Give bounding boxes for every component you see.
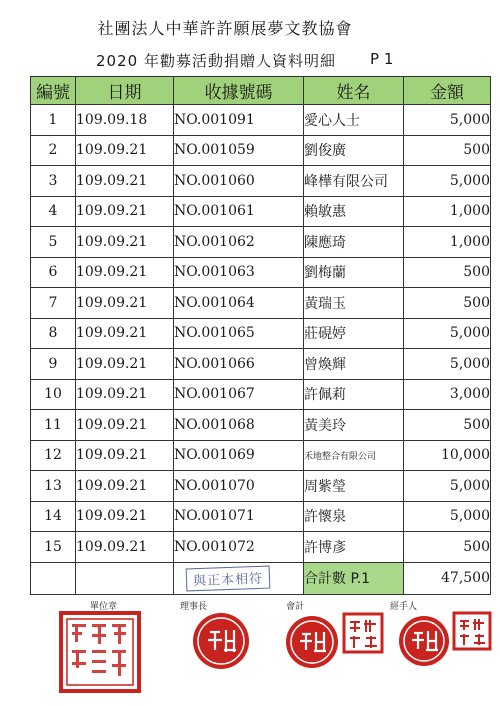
- row-number: 15: [31, 532, 76, 563]
- handler-label: 經手人: [390, 602, 418, 612]
- row-receipt-number: NO.001065: [174, 318, 304, 349]
- total-empty-cell: [76, 562, 174, 594]
- chairman-label: 理事長: [180, 602, 208, 612]
- donor-table: [30, 76, 491, 595]
- table-row: [31, 166, 491, 197]
- row-donor-name: 禾地整合有限公司: [304, 440, 404, 471]
- row-amount: 5,000: [404, 501, 491, 532]
- row-receipt-number: NO.001066: [174, 349, 304, 380]
- certified-copy-cell: [174, 562, 304, 594]
- row-date: 109.09.21: [76, 318, 174, 349]
- accountant-square-seal: [342, 612, 384, 654]
- document-title: 2020 年勸募活動捐贈人資料明細: [96, 52, 336, 70]
- total-empty-cell: [31, 562, 76, 594]
- row-date: 109.09.21: [76, 135, 174, 166]
- row-date: 109.09.21: [76, 532, 174, 563]
- row-donor-name: 許佩莉: [304, 379, 404, 410]
- row-amount: 3,000: [404, 379, 491, 410]
- row-receipt-number: NO.001064: [174, 288, 304, 319]
- row-amount: 1,000: [404, 227, 491, 258]
- row-amount: 500: [404, 288, 491, 319]
- row-number: 2: [31, 135, 76, 166]
- organization-title: 社團法人中華許許願展夢文教協會: [97, 19, 353, 38]
- column-header-date: 日期: [76, 77, 174, 105]
- column-header-name: 姓名: [304, 77, 404, 105]
- row-number: 5: [31, 227, 76, 258]
- total-row: [31, 562, 491, 594]
- row-donor-name: 周紫瑩: [304, 471, 404, 502]
- row-receipt-number: NO.001091: [174, 105, 304, 136]
- row-receipt-number: NO.001070: [174, 471, 304, 502]
- column-header-amount: 金額: [404, 77, 491, 105]
- row-donor-name: 黃瑞玉: [304, 288, 404, 319]
- row-receipt-number: NO.001072: [174, 532, 304, 563]
- unit-seal-label: 單位章: [90, 602, 118, 612]
- table-row: [31, 532, 491, 563]
- chairman-seal: [190, 610, 252, 672]
- certified-copy-stamp: 與正本相符: [186, 565, 271, 591]
- row-date: 109.09.21: [76, 227, 174, 258]
- row-number: 6: [31, 257, 76, 288]
- row-number: 9: [31, 349, 76, 380]
- row-number: 10: [31, 379, 76, 410]
- table-row: [31, 349, 491, 380]
- row-date: 109.09.21: [76, 440, 174, 471]
- handler-round-seal: [396, 613, 452, 669]
- table-row: [31, 288, 491, 319]
- table-row: [31, 227, 491, 258]
- row-amount: 1,000: [404, 196, 491, 227]
- table-row: [31, 318, 491, 349]
- handler-square-seal: [452, 611, 492, 651]
- row-date: 109.09.21: [76, 196, 174, 227]
- total-label: 合計數 P.1: [304, 562, 404, 594]
- table-row: [31, 105, 491, 136]
- row-receipt-number: NO.001071: [174, 501, 304, 532]
- total-amount: 47,500: [404, 562, 491, 594]
- accountant-round-seal: [283, 613, 341, 671]
- row-amount: 10,000: [404, 440, 491, 471]
- row-amount: 500: [404, 135, 491, 166]
- row-donor-name: 劉梅蘭: [304, 257, 404, 288]
- row-amount: 500: [404, 410, 491, 441]
- row-donor-name: 陳應琦: [304, 227, 404, 258]
- row-receipt-number: NO.001069: [174, 440, 304, 471]
- row-receipt-number: NO.001061: [174, 196, 304, 227]
- unit-seal-stamp: [58, 610, 142, 694]
- row-donor-name: 峰樺有限公司: [304, 166, 404, 197]
- row-amount: 5,000: [404, 166, 491, 197]
- row-amount: 500: [404, 257, 491, 288]
- page-number: P 1: [370, 50, 394, 68]
- row-receipt-number: NO.001067: [174, 379, 304, 410]
- row-date: 109.09.21: [76, 501, 174, 532]
- row-donor-name: 黃美玲: [304, 410, 404, 441]
- row-receipt-number: NO.001062: [174, 227, 304, 258]
- row-receipt-number: NO.001059: [174, 135, 304, 166]
- row-date: 109.09.21: [76, 471, 174, 502]
- row-donor-name: 許懷泉: [304, 501, 404, 532]
- table-row: [31, 471, 491, 502]
- table-row: [31, 440, 491, 471]
- row-amount: 5,000: [404, 349, 491, 380]
- table-row: [31, 379, 491, 410]
- row-donor-name: 莊硯婷: [304, 318, 404, 349]
- accountant-label: 會計: [286, 602, 305, 612]
- row-number: 1: [31, 105, 76, 136]
- column-header-no: 編號: [31, 77, 76, 105]
- row-receipt-number: NO.001063: [174, 257, 304, 288]
- row-donor-name: 許博彥: [304, 532, 404, 563]
- row-amount: 5,000: [404, 471, 491, 502]
- row-date: 109.09.21: [76, 349, 174, 380]
- row-number: 8: [31, 318, 76, 349]
- table-row: [31, 410, 491, 441]
- table-row: [31, 257, 491, 288]
- row-amount: 5,000: [404, 318, 491, 349]
- row-date: 109.09.21: [76, 257, 174, 288]
- row-number: 14: [31, 501, 76, 532]
- row-date: 109.09.18: [76, 105, 174, 136]
- row-date: 109.09.21: [76, 379, 174, 410]
- table-row: [31, 135, 491, 166]
- row-number: 7: [31, 288, 76, 319]
- row-number: 3: [31, 166, 76, 197]
- row-receipt-number: NO.001060: [174, 166, 304, 197]
- row-number: 12: [31, 440, 76, 471]
- column-header-receipt: 收據號碼: [174, 77, 304, 105]
- row-donor-name: 曾煥輝: [304, 349, 404, 380]
- table-header-row: [31, 77, 491, 105]
- row-donor-name: 劉俊廣: [304, 135, 404, 166]
- table-row: [31, 501, 491, 532]
- row-donor-name: 愛心人士: [304, 105, 404, 136]
- row-amount: 5,000: [404, 105, 491, 136]
- row-number: 11: [31, 410, 76, 441]
- row-amount: 500: [404, 532, 491, 563]
- row-date: 109.09.21: [76, 410, 174, 441]
- row-number: 4: [31, 196, 76, 227]
- row-date: 109.09.21: [76, 166, 174, 197]
- row-number: 13: [31, 471, 76, 502]
- table-row: [31, 196, 491, 227]
- row-date: 109.09.21: [76, 288, 174, 319]
- row-receipt-number: NO.001068: [174, 410, 304, 441]
- row-donor-name: 賴敏惠: [304, 196, 404, 227]
